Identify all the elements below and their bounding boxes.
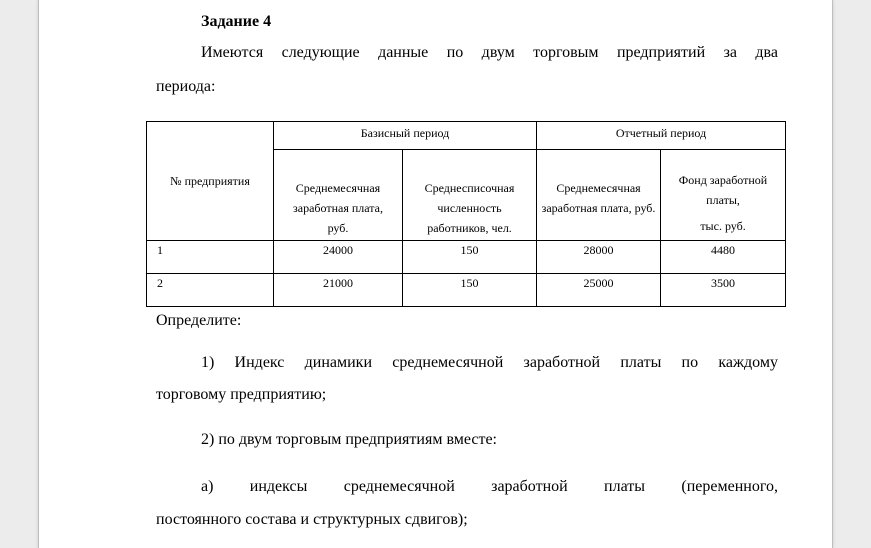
- header-report-period: [537, 122, 786, 150]
- row-1-report-salary: 28000: [537, 241, 661, 274]
- question-2: 2) по двум торговым предприятиям вместе:: [201, 431, 497, 448]
- row-1-base-salary: 24000: [274, 241, 403, 274]
- header-report-period-label: Отчетный период: [615, 126, 707, 140]
- row-1-report-fund: 4480: [661, 241, 786, 274]
- header-report-salary-label: Среднемесячная заработная плата, руб.: [541, 181, 656, 215]
- question-a-line-1: а) индексы среднемесячной заработной платы (переменного,: [201, 478, 778, 495]
- table-row: [147, 241, 786, 274]
- intro-line-1: Имеются следующие данные по двум торговым предприятий за два: [201, 44, 778, 61]
- header-enterprise-number: [147, 122, 274, 241]
- row-2-report-fund: 3500: [661, 274, 786, 307]
- question-a-line-2: постоянного состава и структурных сдвигов);: [156, 511, 468, 528]
- table-row: [147, 274, 786, 307]
- question-1-line-1: 1) Индекс динамики среднемесячной заработной платы по каждому: [201, 354, 778, 371]
- row-2-report-salary: 25000: [537, 274, 661, 307]
- header-base-salary-label: Среднемесячная заработная плата, руб.: [293, 181, 383, 235]
- data-table: [146, 121, 786, 307]
- header-base-period-label: Базисный период: [360, 126, 450, 140]
- task-title: Задание 4: [201, 13, 272, 30]
- row-1-base-headcount: 150: [403, 241, 537, 274]
- header-report-fund: [661, 150, 786, 241]
- header-report-fund-label-2: тыс. руб.: [700, 219, 746, 233]
- header-report-salary: [537, 150, 661, 241]
- header-report-fund-label-1: Фонд заработной платы,: [678, 173, 768, 207]
- header-base-headcount: [403, 150, 537, 241]
- header-base-period: [274, 122, 537, 150]
- intro-line-2: периода:: [156, 78, 216, 95]
- row-1-num: 1: [147, 241, 274, 274]
- row-2-base-headcount: 150: [403, 274, 537, 307]
- row-2-base-salary: 21000: [274, 274, 403, 307]
- header-base-salary: [274, 150, 403, 241]
- questions-lead: Определите:: [156, 312, 242, 329]
- header-base-headcount-label: Среднесписочная численность работников, чел.: [424, 181, 515, 235]
- question-1-line-2: торговому предприятию;: [156, 386, 327, 403]
- row-2-num: 2: [147, 274, 274, 307]
- header-enterprise-number-label: № предприятия: [170, 173, 250, 188]
